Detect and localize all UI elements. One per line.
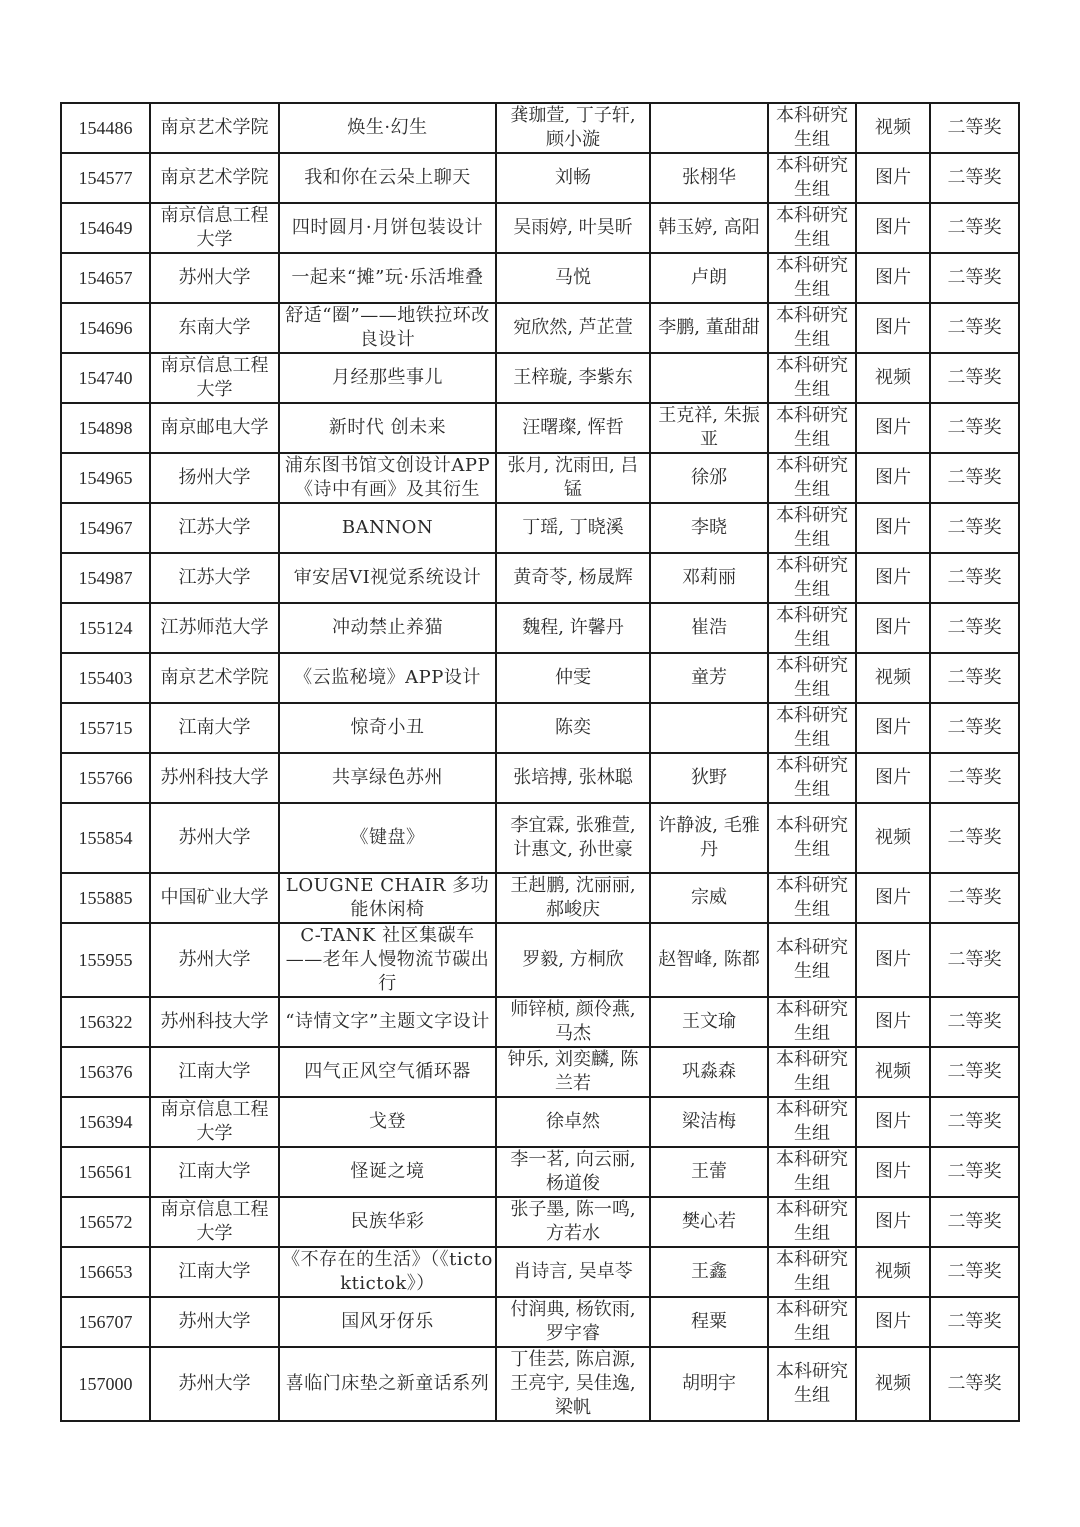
- type-cell: 视频: [856, 1047, 930, 1097]
- school-cell: 江苏大学: [150, 503, 279, 553]
- table-row: [61, 923, 1019, 997]
- authors-cell: 张月, 沈雨田, 吕锰: [496, 453, 650, 503]
- advisors-cell: 崔浩: [650, 603, 768, 653]
- type-cell: 图片: [856, 1197, 930, 1247]
- entry-id-cell: 154486: [61, 103, 150, 153]
- table-row: [61, 1297, 1019, 1347]
- title-cell: 舒适“圈”——地铁拉环改良设计: [279, 303, 496, 353]
- group-cell: 本科研究生组: [768, 1147, 856, 1197]
- title-cell: 审安居VI视觉系统设计: [279, 553, 496, 603]
- entry-id-cell: 154649: [61, 203, 150, 253]
- group-cell: 本科研究生组: [768, 353, 856, 403]
- entry-id-cell: 154965: [61, 453, 150, 503]
- authors-cell: 张子墨, 陈一鸣, 方若水: [496, 1197, 650, 1247]
- school-cell: 江南大学: [150, 703, 279, 753]
- school-cell: 东南大学: [150, 303, 279, 353]
- school-cell: 南京艺术学院: [150, 153, 279, 203]
- title-cell: 我和你在云朵上聊天: [279, 153, 496, 203]
- school-cell: 南京信息工程大学: [150, 203, 279, 253]
- award-cell: 二等奖: [930, 923, 1019, 997]
- title-cell: 民族华彩: [279, 1197, 496, 1247]
- title-cell: “诗情文字”主题文字设计: [279, 997, 496, 1047]
- school-cell: 江苏师范大学: [150, 603, 279, 653]
- group-cell: 本科研究生组: [768, 503, 856, 553]
- school-cell: 南京信息工程大学: [150, 1097, 279, 1147]
- type-cell: 视频: [856, 353, 930, 403]
- entry-id-cell: 154696: [61, 303, 150, 353]
- type-cell: 图片: [856, 503, 930, 553]
- authors-cell: 仲雯: [496, 653, 650, 703]
- award-cell: 二等奖: [930, 803, 1019, 873]
- school-cell: 南京信息工程大学: [150, 1197, 279, 1247]
- title-cell: 共享绿色苏州: [279, 753, 496, 803]
- type-cell: 图片: [856, 553, 930, 603]
- award-cell: 二等奖: [930, 453, 1019, 503]
- award-cell: 二等奖: [930, 997, 1019, 1047]
- title-cell: 惊奇小丑: [279, 703, 496, 753]
- table-row: [61, 453, 1019, 503]
- advisors-cell: 胡明宇: [650, 1347, 768, 1421]
- authors-cell: 汪曙璨, 恽哲: [496, 403, 650, 453]
- school-cell: 苏州大学: [150, 1347, 279, 1421]
- type-cell: 图片: [856, 923, 930, 997]
- award-cell: 二等奖: [930, 1147, 1019, 1197]
- type-cell: 图片: [856, 303, 930, 353]
- authors-cell: 肖诗言, 吴卓苓: [496, 1247, 650, 1297]
- school-cell: 苏州大学: [150, 923, 279, 997]
- authors-cell: 龚珈萱, 丁子轩, 顾小漩: [496, 103, 650, 153]
- entry-id-cell: 156394: [61, 1097, 150, 1147]
- title-cell: 四时圆月·月饼包装设计: [279, 203, 496, 253]
- table-row: [61, 997, 1019, 1047]
- title-cell: 国风牙伢乐: [279, 1297, 496, 1347]
- group-cell: 本科研究生组: [768, 753, 856, 803]
- school-cell: 苏州大学: [150, 1297, 279, 1347]
- entry-id-cell: 155885: [61, 873, 150, 923]
- advisors-cell: 王蕾: [650, 1147, 768, 1197]
- authors-cell: 徐卓然: [496, 1097, 650, 1147]
- table-row: [61, 153, 1019, 203]
- award-cell: 二等奖: [930, 1297, 1019, 1347]
- award-cell: 二等奖: [930, 553, 1019, 603]
- authors-cell: 马悦: [496, 253, 650, 303]
- title-cell: 怪诞之境: [279, 1147, 496, 1197]
- entry-id-cell: 155124: [61, 603, 150, 653]
- type-cell: 图片: [856, 1147, 930, 1197]
- authors-cell: 丁瑶, 丁晓溪: [496, 503, 650, 553]
- table-row: [61, 753, 1019, 803]
- entry-id-cell: 155854: [61, 803, 150, 873]
- table-row: [61, 303, 1019, 353]
- group-cell: 本科研究生组: [768, 1347, 856, 1421]
- group-cell: 本科研究生组: [768, 553, 856, 603]
- group-cell: 本科研究生组: [768, 303, 856, 353]
- group-cell: 本科研究生组: [768, 253, 856, 303]
- advisors-cell: 赵智峰, 陈都: [650, 923, 768, 997]
- entry-id-cell: 155955: [61, 923, 150, 997]
- group-cell: 本科研究生组: [768, 703, 856, 753]
- award-cell: 二等奖: [930, 153, 1019, 203]
- group-cell: 本科研究生组: [768, 923, 856, 997]
- school-cell: 扬州大学: [150, 453, 279, 503]
- type-cell: 图片: [856, 253, 930, 303]
- advisors-cell: [650, 353, 768, 403]
- authors-cell: 王赳鹏, 沈丽丽, 郝峻庆: [496, 873, 650, 923]
- group-cell: 本科研究生组: [768, 1197, 856, 1247]
- entry-id-cell: 156572: [61, 1197, 150, 1247]
- advisors-cell: 徐邠: [650, 453, 768, 503]
- group-cell: 本科研究生组: [768, 203, 856, 253]
- table-row: [61, 553, 1019, 603]
- award-cell: 二等奖: [930, 403, 1019, 453]
- advisors-cell: 王文瑜: [650, 997, 768, 1047]
- authors-cell: 付润典, 杨钦雨, 罗宇睿: [496, 1297, 650, 1347]
- group-cell: 本科研究生组: [768, 653, 856, 703]
- school-cell: 南京邮电大学: [150, 403, 279, 453]
- title-cell: 《键盘》: [279, 803, 496, 873]
- advisors-cell: 李鹏, 董甜甜: [650, 303, 768, 353]
- authors-cell: 钟乐, 刘奕麟, 陈兰若: [496, 1047, 650, 1097]
- advisors-cell: 宗威: [650, 873, 768, 923]
- advisors-cell: 王鑫: [650, 1247, 768, 1297]
- type-cell: 图片: [856, 453, 930, 503]
- table-row: [61, 253, 1019, 303]
- school-cell: 苏州科技大学: [150, 753, 279, 803]
- type-cell: 图片: [856, 997, 930, 1047]
- advisors-cell: 巩淼森: [650, 1047, 768, 1097]
- advisors-cell: 樊心若: [650, 1197, 768, 1247]
- table-row: [61, 1097, 1019, 1147]
- award-cell: 二等奖: [930, 1197, 1019, 1247]
- group-cell: 本科研究生组: [768, 153, 856, 203]
- authors-cell: 魏程, 许馨丹: [496, 603, 650, 653]
- authors-cell: 宛欣然, 芦芷萱: [496, 303, 650, 353]
- group-cell: 本科研究生组: [768, 873, 856, 923]
- entry-id-cell: 156707: [61, 1297, 150, 1347]
- school-cell: 南京艺术学院: [150, 103, 279, 153]
- award-cell: 二等奖: [930, 103, 1019, 153]
- type-cell: 图片: [856, 403, 930, 453]
- type-cell: 视频: [856, 1347, 930, 1421]
- entry-id-cell: 155766: [61, 753, 150, 803]
- advisors-cell: 张栩华: [650, 153, 768, 203]
- school-cell: 江南大学: [150, 1247, 279, 1297]
- title-cell: 月经那些事儿: [279, 353, 496, 403]
- entry-id-cell: 156653: [61, 1247, 150, 1297]
- type-cell: 图片: [856, 203, 930, 253]
- advisors-cell: 韩玉婷, 高阳: [650, 203, 768, 253]
- type-cell: 图片: [856, 873, 930, 923]
- entry-id-cell: 154577: [61, 153, 150, 203]
- group-cell: 本科研究生组: [768, 1047, 856, 1097]
- type-cell: 图片: [856, 153, 930, 203]
- table-row: [61, 353, 1019, 403]
- authors-cell: 李一茗, 向云丽, 杨道俊: [496, 1147, 650, 1197]
- table-row: [61, 703, 1019, 753]
- authors-cell: 王梓璇, 李紫东: [496, 353, 650, 403]
- award-cell: 二等奖: [930, 703, 1019, 753]
- authors-cell: 丁佳芸, 陈启源, 王亮宇, 吴佳逸, 梁帆: [496, 1347, 650, 1421]
- entry-id-cell: 155715: [61, 703, 150, 753]
- table-row: [61, 603, 1019, 653]
- group-cell: 本科研究生组: [768, 103, 856, 153]
- title-cell: 新时代 创未来: [279, 403, 496, 453]
- award-cell: 二等奖: [930, 1047, 1019, 1097]
- type-cell: 图片: [856, 1097, 930, 1147]
- entry-id-cell: 154967: [61, 503, 150, 553]
- group-cell: 本科研究生组: [768, 1097, 856, 1147]
- advisors-cell: 李晓: [650, 503, 768, 553]
- award-cell: 二等奖: [930, 653, 1019, 703]
- table-row: [61, 1247, 1019, 1297]
- entry-id-cell: 154740: [61, 353, 150, 403]
- school-cell: 苏州大学: [150, 253, 279, 303]
- school-cell: 苏州大学: [150, 803, 279, 873]
- awards-table: [60, 102, 1020, 1422]
- advisors-cell: 卢朗: [650, 253, 768, 303]
- award-cell: 二等奖: [930, 873, 1019, 923]
- table-row: [61, 1047, 1019, 1097]
- title-cell: 喜临门床垫之新童话系列: [279, 1347, 496, 1421]
- advisors-cell: 邓莉丽: [650, 553, 768, 603]
- title-cell: 冲动禁止养猫: [279, 603, 496, 653]
- award-cell: 二等奖: [930, 303, 1019, 353]
- title-cell: 戈登: [279, 1097, 496, 1147]
- entry-id-cell: 154898: [61, 403, 150, 453]
- award-cell: 二等奖: [930, 1347, 1019, 1421]
- advisors-cell: 狄野: [650, 753, 768, 803]
- group-cell: 本科研究生组: [768, 453, 856, 503]
- type-cell: 图片: [856, 753, 930, 803]
- title-cell: 四气正风空气循环器: [279, 1047, 496, 1097]
- entry-id-cell: 156561: [61, 1147, 150, 1197]
- award-cell: 二等奖: [930, 1247, 1019, 1297]
- award-cell: 二等奖: [930, 1097, 1019, 1147]
- award-cell: 二等奖: [930, 203, 1019, 253]
- table-row: [61, 1147, 1019, 1197]
- school-cell: 苏州科技大学: [150, 997, 279, 1047]
- authors-cell: 师锌桢, 颜伶燕, 马杰: [496, 997, 650, 1047]
- school-cell: 南京信息工程大学: [150, 353, 279, 403]
- type-cell: 视频: [856, 803, 930, 873]
- authors-cell: 张培搏, 张林聪: [496, 753, 650, 803]
- entry-id-cell: 156376: [61, 1047, 150, 1097]
- advisors-cell: [650, 703, 768, 753]
- table-row: [61, 1197, 1019, 1247]
- school-cell: 江南大学: [150, 1147, 279, 1197]
- table-row: [61, 103, 1019, 153]
- type-cell: 图片: [856, 603, 930, 653]
- type-cell: 视频: [856, 103, 930, 153]
- advisors-cell: 程粟: [650, 1297, 768, 1347]
- type-cell: 图片: [856, 1297, 930, 1347]
- group-cell: 本科研究生组: [768, 603, 856, 653]
- table-row: [61, 503, 1019, 553]
- table-row: [61, 403, 1019, 453]
- school-cell: 江苏大学: [150, 553, 279, 603]
- advisors-cell: 童芳: [650, 653, 768, 703]
- title-cell: 浦东图书馆文创设计APP《诗中有画》及其衍生: [279, 453, 496, 503]
- title-cell: LOUGNE CHAIR 多功能休闲椅: [279, 873, 496, 923]
- award-cell: 二等奖: [930, 503, 1019, 553]
- entry-id-cell: 154657: [61, 253, 150, 303]
- table-row: [61, 803, 1019, 873]
- authors-cell: 李宜霖, 张雅萱, 计惠文, 孙世豪: [496, 803, 650, 873]
- entry-id-cell: 154987: [61, 553, 150, 603]
- title-cell: 一起来“摊”玩·乐活堆叠: [279, 253, 496, 303]
- type-cell: 视频: [856, 653, 930, 703]
- advisors-cell: [650, 103, 768, 153]
- group-cell: 本科研究生组: [768, 1247, 856, 1297]
- title-cell: 《云监秘境》APP设计: [279, 653, 496, 703]
- award-cell: 二等奖: [930, 353, 1019, 403]
- title-cell: 《不存在的生活》（《tictoktictok》）: [279, 1247, 496, 1297]
- award-cell: 二等奖: [930, 253, 1019, 303]
- authors-cell: 刘畅: [496, 153, 650, 203]
- school-cell: 江南大学: [150, 1047, 279, 1097]
- entry-id-cell: 155403: [61, 653, 150, 703]
- award-cell: 二等奖: [930, 753, 1019, 803]
- type-cell: 图片: [856, 703, 930, 753]
- school-cell: 南京艺术学院: [150, 653, 279, 703]
- entry-id-cell: 157000: [61, 1347, 150, 1421]
- title-cell: C-TANK 社区集碳车——老年人慢物流节碳出行: [279, 923, 496, 997]
- awards-table-body: [61, 103, 1019, 1421]
- group-cell: 本科研究生组: [768, 1297, 856, 1347]
- award-cell: 二等奖: [930, 603, 1019, 653]
- group-cell: 本科研究生组: [768, 803, 856, 873]
- advisors-cell: 梁洁梅: [650, 1097, 768, 1147]
- table-row: [61, 873, 1019, 923]
- advisors-cell: 许静波, 毛雅丹: [650, 803, 768, 873]
- table-row: [61, 653, 1019, 703]
- authors-cell: 吴雨婷, 叶昊昕: [496, 203, 650, 253]
- title-cell: BANNON: [279, 503, 496, 553]
- table-row: [61, 203, 1019, 253]
- type-cell: 视频: [856, 1247, 930, 1297]
- table-row: [61, 1347, 1019, 1421]
- authors-cell: 罗毅, 方桐欣: [496, 923, 650, 997]
- entry-id-cell: 156322: [61, 997, 150, 1047]
- authors-cell: 陈奕: [496, 703, 650, 753]
- advisors-cell: 王克祥, 朱振亚: [650, 403, 768, 453]
- school-cell: 中国矿业大学: [150, 873, 279, 923]
- authors-cell: 黄奇苓, 杨晟辉: [496, 553, 650, 603]
- group-cell: 本科研究生组: [768, 997, 856, 1047]
- title-cell: 焕生·幻生: [279, 103, 496, 153]
- group-cell: 本科研究生组: [768, 403, 856, 453]
